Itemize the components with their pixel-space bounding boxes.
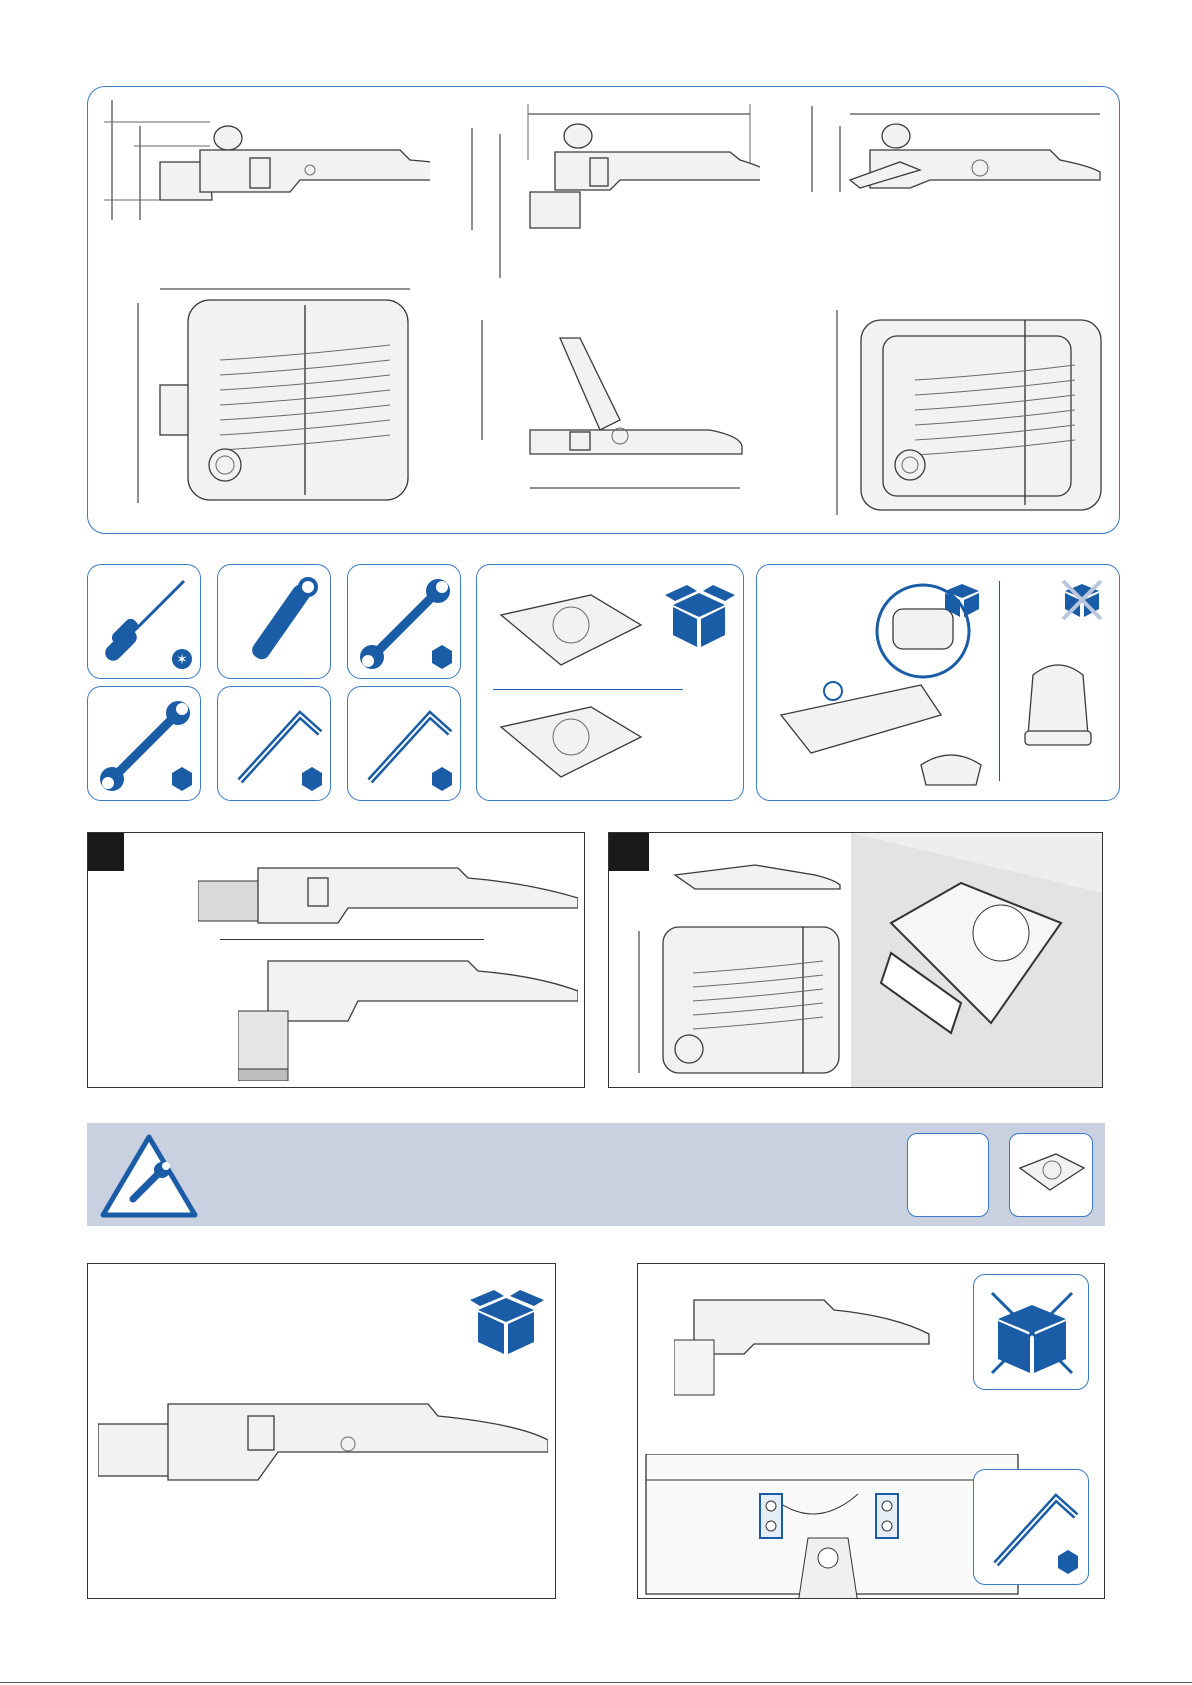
top-view-drawing-1 [120, 285, 420, 510]
tool-card-hex-key-2 [347, 686, 461, 801]
raised-view-drawing [470, 320, 770, 500]
step-panel-c [87, 1263, 556, 1599]
not-included-icon [984, 1285, 1080, 1381]
side-view-drawing [674, 1290, 934, 1400]
mounting-bracket-drawing [1016, 1146, 1088, 1206]
side-view-drawing-3 [800, 100, 1120, 210]
hex-key-icon [226, 695, 326, 795]
step-marker [88, 833, 124, 871]
step-panel-a [87, 832, 585, 1088]
step-panel-b [608, 832, 851, 1088]
included-parts-panel [476, 564, 744, 801]
svg-text:✶: ✶ [176, 652, 188, 668]
side-view-drawing-1 [100, 100, 430, 230]
step-panel-d [637, 1263, 1105, 1599]
warning-banner [87, 1123, 1105, 1226]
mounting-bracket-drawing [491, 697, 691, 787]
warning-wrench-icon [99, 1133, 199, 1221]
top-view-drawing-2 [825, 300, 1115, 520]
accessory-panel [756, 564, 1120, 801]
step-marker [609, 833, 649, 871]
tool-card-open-wrench-1 [347, 564, 461, 679]
installed-bracket-photo [851, 833, 1103, 1088]
divider [999, 581, 1000, 781]
side-view-drawing [238, 951, 578, 1081]
side-view-drawing [98, 1394, 548, 1504]
package-icon [468, 1284, 544, 1356]
open-wrench-icon [356, 573, 456, 673]
torx-screwdriver-icon [96, 573, 196, 673]
bracket-preview-card [1009, 1133, 1093, 1217]
side-view-drawing-2 [460, 100, 760, 280]
tool-card-torx-screwdriver [87, 564, 201, 679]
hex-key-icon [356, 695, 456, 795]
not-included-card [973, 1274, 1089, 1390]
hex-key-card [973, 1469, 1089, 1585]
footer-rule [0, 1682, 1192, 1683]
mounting-bracket-drawing [491, 585, 651, 675]
tool-card-open-wrench-2 [87, 686, 201, 801]
photo-panel [851, 832, 1103, 1088]
side-view-drawing [198, 853, 578, 933]
tool-card-hex-key-1 [217, 686, 331, 801]
divider [493, 689, 683, 690]
torque-wrench-icon [226, 573, 326, 673]
not-included-icon [1057, 575, 1107, 621]
package-icon [939, 575, 985, 621]
open-wrench-icon [96, 695, 196, 795]
divider [220, 939, 484, 940]
hex-key-icon [982, 1478, 1082, 1578]
blank-info-card [907, 1133, 989, 1217]
side-view-drawing [665, 855, 845, 905]
package-icon [663, 579, 737, 649]
sensor-cap-drawing [1013, 645, 1103, 755]
tool-card-torque-wrench [217, 564, 331, 679]
top-view-drawing [623, 923, 848, 1083]
